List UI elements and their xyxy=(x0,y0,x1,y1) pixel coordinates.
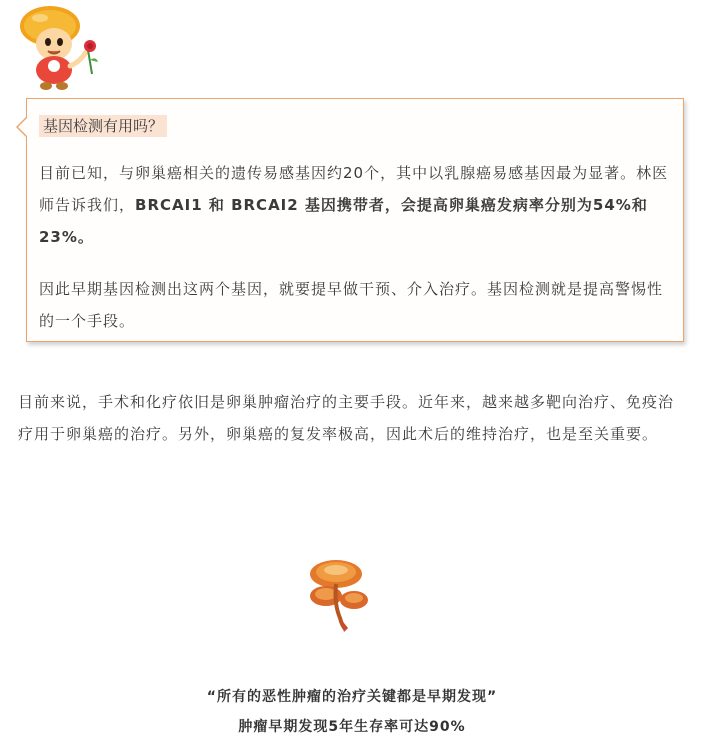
callout-paragraph-2: 因此早期基因检测出这两个基因，就要提早做干预、介入治疗。基因检测就是提高警惕性的一个手段。 xyxy=(39,280,664,330)
quote-line-2: 肿瘤早期发现5年生存率可达90% xyxy=(238,719,466,735)
callout-paragraph-1 xyxy=(39,157,671,253)
question-heading: 基因检测有用吗？ xyxy=(39,115,167,137)
callout-tail xyxy=(16,116,27,138)
quote-line-1: “所有的恶性肿瘤的治疗关键都是早期发现” xyxy=(206,689,498,705)
callout-box xyxy=(26,98,684,342)
callout-paragraph-1-bold: BRCAI1 和 BRCAI2 基因携带者，会提高卵巢癌发病率分别为54%和23%。 xyxy=(39,196,648,246)
body-paragraph: 目前来说，手术和化疗依旧是卵巢肿瘤治疗的主要手段。近年来，越来越多靶向治疗、免疫治疗用于卵巢癌的治疗。另外，卵巢癌的复发率极高，因此术后的维持治疗，也是至关重要。 xyxy=(18,393,675,443)
mascot-illustration xyxy=(10,0,106,96)
callout-paragraph-1-text: 目前已知，与卵巢癌相关的遗传易感基因约20个，其中以乳腺癌易感基因最为显著。林医师告诉我们， xyxy=(39,164,669,214)
lingzhi-mushroom-illustration xyxy=(300,554,380,634)
